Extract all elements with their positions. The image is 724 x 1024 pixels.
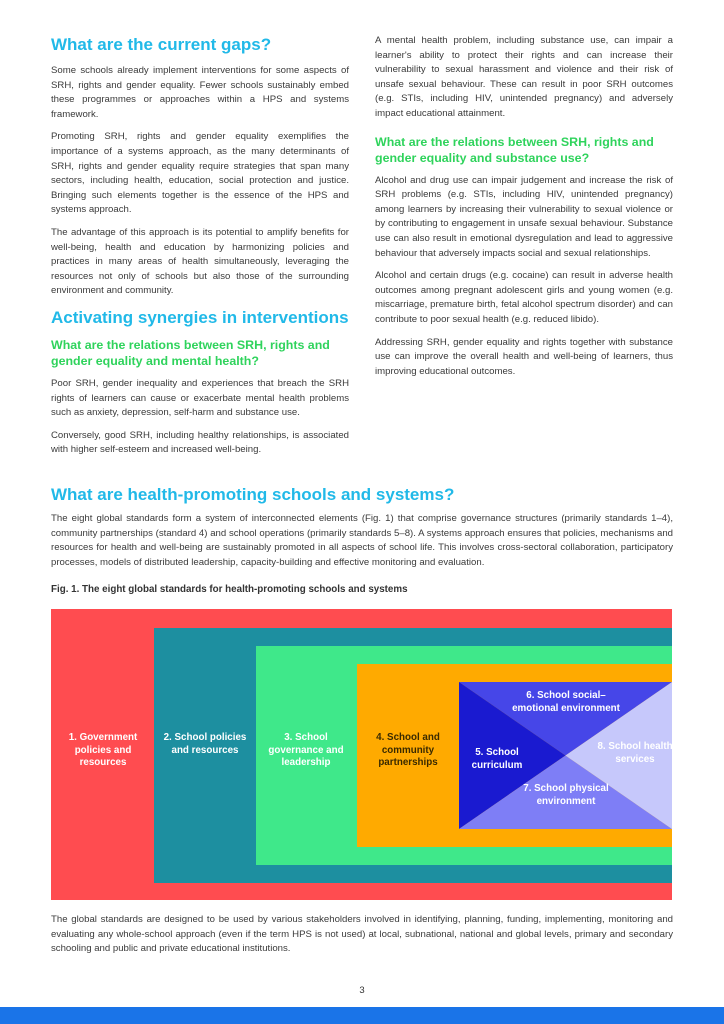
left-column	[51, 34, 349, 466]
footer-bar	[0, 1007, 724, 1024]
closing-paragraph: The global standards are designed to be used by various stakeholders involved in identifying, planning, funding, implementing, monitoring and evaluating any whole-school approach (even if the term HPS is not used) at local, subnational, national and global levels, primary and secondary schooling and public and private educational institutions.	[51, 914, 673, 955]
substance-use-paragraph-3: Addressing SRH, gender equality and rights together with substance use can improve the overall health and well-being of learners, thus improving educational outcomes.	[375, 336, 673, 377]
mental-health-paragraph-3: A mental health problem, including substance use, can impair a learner's ability to protect their rights and can increase their vulnerability to sexual harassment and violence and their risk of unsafe sexual behaviour. These can result in poor SRH outcomes (e.g. STIs, including HIV, unintended pregnancy) and adversely impact educational attainment.	[375, 35, 673, 119]
gaps-heading: What are the current gaps?	[51, 35, 272, 54]
mental-health-paragraph-2: Conversely, good SRH, including healthy relationships, is associated with higher self-esteem and increased well-being.	[51, 429, 349, 456]
gaps-paragraph-2: Promoting SRH, rights and gender equality exemplifies the importance of a systems approach, as the many determinants of SRH, rights and gender equality require strategies that span many sectors, including health, education, social protection and justice. Bringing such elements together is the essence of the HPS and systems approach.	[51, 131, 349, 216]
standard-6-label: 6. School social–emotional environment	[512, 690, 620, 714]
gaps-paragraph-3: The advantage of this approach is its potential to amplify benefits for well-being, health and education by harmonizing policies and practices in many areas of health simultaneously, leveraging the resources not only of schools but also those of the surrounding environment and community.	[51, 226, 349, 297]
standard-5-label: 5. School curriculum	[471, 747, 523, 771]
standard-7-label: 7. School physical environment	[523, 783, 609, 807]
page-number: 3	[359, 985, 365, 996]
standard-2-label: 2. School policies and resources	[163, 732, 247, 756]
substance-use-paragraph-1: Alcohol and drug use can impair judgement and increase the risk of SRH problems (e.g. STIs, including HIV, unintended pregnancy) among learners by increasing their vulnerability to sexual violence or by contributing to engagement in unsafe sexual behaviour. Substance use can also result in emotional dysregulation and lead to aggressive behaviour that adversely impacts social and sexual relationships.	[375, 174, 673, 259]
mental-health-heading: What are the relations between SRH, rights and gender equality and mental health?	[51, 337, 330, 368]
gaps-paragraph-1: Some schools already implement interventions for some aspects of SRH, rights and gender equality. Fewer schools sustainably embed these programmes or approaches within a HPS and systems framework.	[51, 65, 349, 120]
standard-3-label: 3. School governance and leadership	[268, 732, 344, 769]
standard-8-label: 8. School health services	[597, 741, 673, 765]
standard-4-label: 4. School and community partnerships	[376, 732, 440, 769]
hps-paragraph: The eight global standards form a system of interconnected elements (Fig. 1) that comprise governance structures (primarily standards 1–4), community partnerships (standard 4) and school operations (primarily standards 5–8). A systems approach ensures that policies, mechanisms and resources for health and well-being are sustainably promoted in all aspects of school life. This involves cross-sectoral collaboration, participatory processes, models of distributed leadership, capacity-building and effective monitoring and evaluation.	[51, 513, 673, 568]
right-column	[375, 34, 673, 387]
mental-health-paragraph-1: Poor SRH, gender inequality and experiences that breach the SRH rights of learners can cause or exacerbate mental health problems such as anxiety, depression, self-harm and substance use.	[51, 377, 349, 419]
standard-1-label: 1. Government policies and resources	[68, 732, 138, 769]
standards-diagram	[51, 609, 672, 900]
substance-use-heading: What are the relations between SRH, rights and gender equality and substance use?	[375, 134, 654, 165]
hps-heading: What are health-promoting schools and systems?	[51, 485, 455, 504]
synergies-heading: Activating synergies in interventions	[51, 307, 349, 327]
figure-caption: Fig. 1. The eight global standards for health-promoting schools and systems	[51, 584, 408, 595]
substance-use-paragraph-2: Alcohol and certain drugs (e.g. cocaine) can result in adverse health outcomes among pregnant adolescent girls and young women (e.g. miscarriage, premature birth, fetal alcohol spectrum disorder) and can contribute to poor sexual health (e.g. reduced libido).	[375, 270, 673, 325]
